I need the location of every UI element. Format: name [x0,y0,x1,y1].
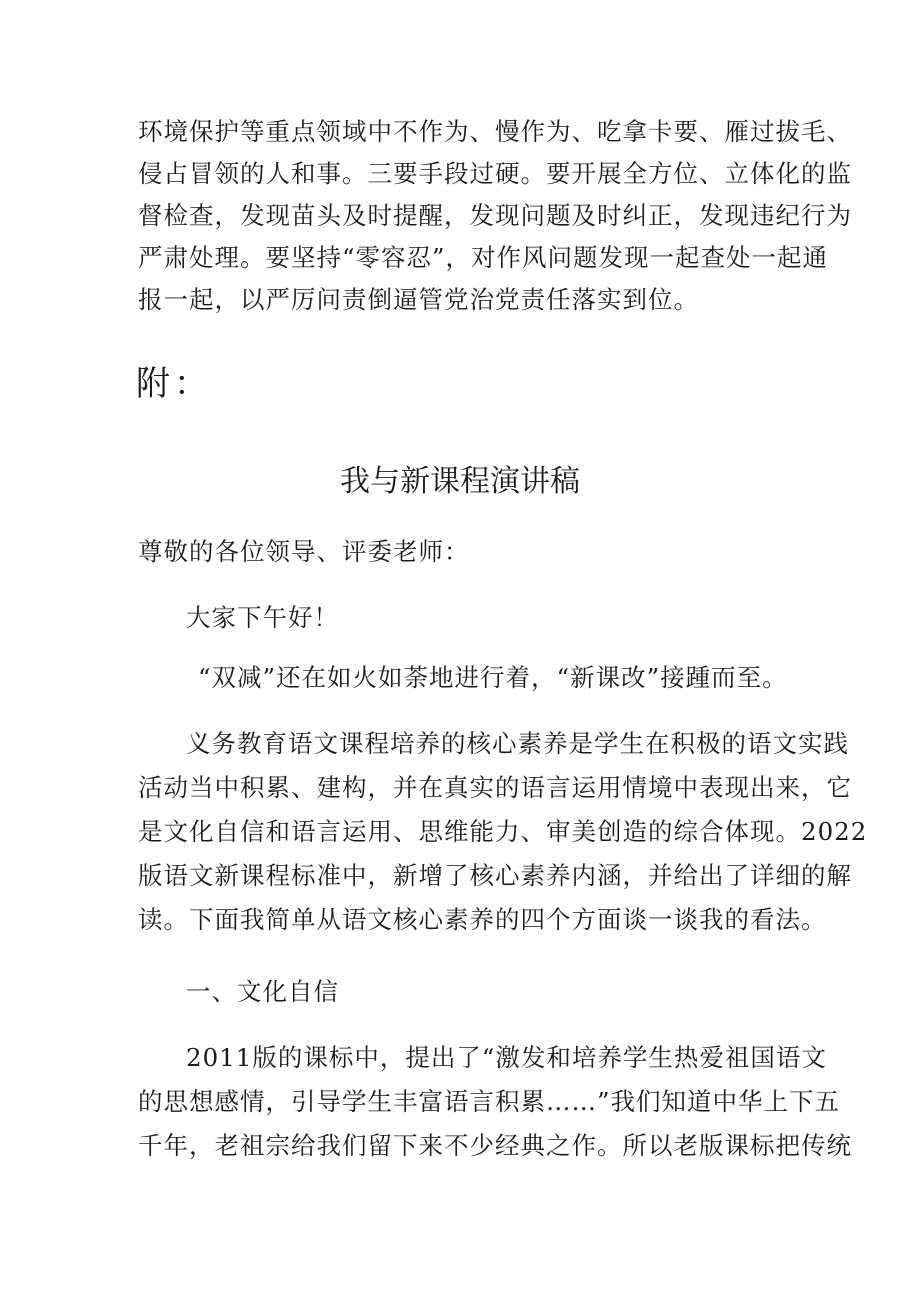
body-text-line: 版语文新课程标准中，新增了核心素养内涵，并给出了详细的解 [138,861,852,890]
body-text-line: 是文化自信和语言运用、思维能力、审美创造的综合体现。2022 [138,817,868,846]
body-text-line: 千年，老祖宗给我们留下来不少经典之作。所以老版课标把传统 [138,1131,852,1160]
body-text-line: 环境保护等重点领域中不作为、慢作为、吃拿卡要、雁过拔毛、 [138,117,852,146]
greeting: 大家下午好！ [186,603,339,632]
intro-line: “双减”还在如火如荼地进行着，“新课改”接踵而至。 [198,663,788,692]
body-text-line: 侵占冒领的人和事。三要手段过硬。要开展全方位、立体化的监 [138,159,852,188]
body-text-line: 2011版的课标中，提出了“激发和培养学生热爱祖国语文 [186,1043,827,1072]
appendix-label: 附： [136,364,212,404]
body-text-line: 的思想感情，引导学生丰富语言积累……”我们知道中华上下五 [138,1087,841,1116]
body-text-line: 报一起，以严厉问责倒逼管党治党责任落实到位。 [138,285,699,314]
speech-title: 我与新课程演讲稿 [340,464,580,499]
body-text-line: 督检查，发现苗头及时提醒，发现问题及时纠正，发现违纪行为 [138,201,852,230]
salutation: 尊敬的各位领导、评委老师： [138,537,470,566]
body-text-line: 读。下面我简单从语文核心素养的四个方面谈一谈我的看法。 [138,905,827,934]
body-text-line: 义务教育语文课程培养的核心素养是学生在积极的语文实践 [186,729,849,758]
section-heading: 一、文化自信 [186,977,339,1006]
body-text-line: 活动当中积累、建构，并在真实的语言运用情境中表现出来，它 [138,773,852,802]
body-text-line: 严肃处理。要坚持“零容忍”，对作风问题发现一起查处一起通 [138,243,829,272]
